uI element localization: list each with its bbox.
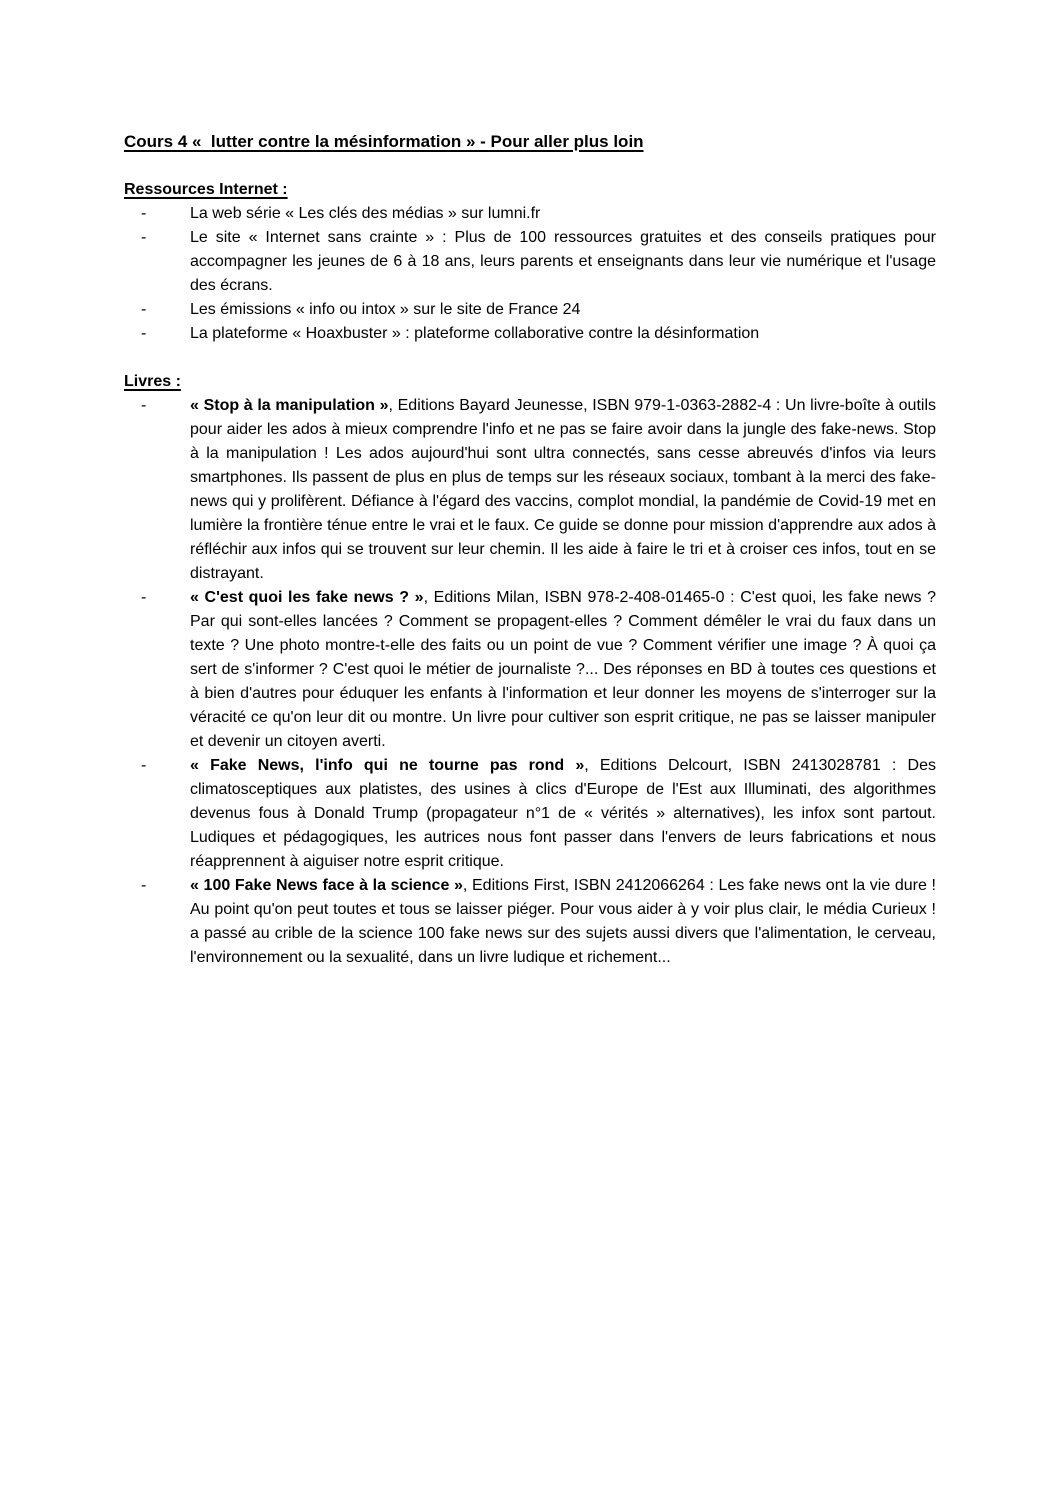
- list-item-text: La web série « Les clés des médias » sur lumni.fr: [190, 205, 541, 222]
- list-item: [124, 586, 936, 754]
- book-description: , Editions Milan, ISBN 978-2-408-01465-0 : C'est quoi, les fake news ? Par qui sont-elles lancées ? Comment se propagent-elles ? Comment démêler le vrai du faux dans un texte ? Une photo montre-t-elle des faits ou un point de vue ? Comment vérifier une image ? À quoi ça sert de s'informer ? C'est quoi le métier de journaliste ?... Des réponses en BD à toutes ces questions et à bien d'autres pour éduquer les enfants à l'information et leur donner les moyens de s'interroger sur la véracité ce qu'on leur dit ou montre. Un livre pour cultiver son esprit critique, ne pas se laisser manipuler et devenir un citoyen averti.: [190, 589, 936, 750]
- bullet-marker: -: [141, 757, 147, 774]
- list-item: [124, 298, 936, 322]
- bullet-marker: -: [141, 205, 147, 222]
- list-item: [124, 754, 936, 874]
- document-title: Cours 4 « lutter contre la mésinformation » - Pour aller plus loin: [124, 132, 644, 151]
- list-item-text: Le site « Internet sans crainte » : Plus de 100 ressources gratuites et des conseils pratiques pour accompagner les jeunes de 6 à 18 ans, leurs parents et enseignants dans leur vie numérique et l'usage des écrans.: [190, 229, 936, 294]
- book-description: , Editions Delcourt, ISBN 2413028781 : Des climatosceptiques aux platistes, des usines à clics d'Europe de l'Est aux Illuminati, des algorithmes devenus fous à Donald Trump (propagateur n°1 de « vérités » alternatives), les infox sont partout. Ludiques et pédagogiques, les autrices nous font passer dans l'envers de leurs fabrications et nous réapprennent à aiguiser notre esprit critique.: [190, 757, 936, 870]
- ressources-heading: Ressources Internet :: [124, 181, 288, 198]
- book-title: « C'est quoi les fake news ? »: [190, 589, 424, 606]
- list-item: [124, 322, 936, 346]
- list-item: [124, 394, 936, 586]
- livres-heading: Livres :: [124, 373, 181, 390]
- bullet-marker: -: [141, 229, 147, 246]
- list-item: [124, 202, 936, 226]
- list-item-text: La plateforme « Hoaxbuster » : plateforme collaborative contre la désinformation: [190, 325, 760, 342]
- livres-list: [124, 394, 936, 970]
- bullet-marker: -: [141, 301, 147, 318]
- ressources-list: [124, 202, 936, 346]
- book-title: « 100 Fake News face à la science »: [190, 877, 463, 894]
- book-description: , Editions First, ISBN 2412066264 : Les fake news ont la vie dure ! Au point qu'on peut toutes et tous se laisser piéger. Pour vous aider à y voir plus clair, le média Curieux ! a passé au crible de la science 100 fake news sur des sujets aussi divers que l'alimentation, le cerveau, l'environnement ou la sexualité, dans un livre ludique et richement...: [190, 877, 937, 966]
- bullet-marker: -: [141, 877, 147, 894]
- book-title: « Stop à la manipulation »: [190, 397, 389, 414]
- list-item: [124, 874, 936, 970]
- section-ressources: [124, 178, 936, 346]
- book-description: , Editions Bayard Jeunesse, ISBN 979-1-0363-2882-4 : Un livre-boîte à outils pour aider les ados à mieux comprendre l'info et ne pas se faire avoir dans la jungle des fake-news. Stop à la manipulation ! Les ados aujourd'hui sont ultra connectés, sans cesse abreuvés d'infos via leurs smartphones. Ils passent de plus en plus de temps sur les réseaux sociaux, tombant à la merci des fake-news qui y prolifèrent. Défiance à l'égard des vaccins, complot mondial, la pandémie de Covid-19 met en lumière la frontière ténue entre le vrai et le faux. Ce guide se donne pour mission d'apprendre aux ados à réfléchir aux infos qui se trouvent sur leur chemin. Il les aide à faire le tri et à croiser ces infos, tout en se distrayant.: [190, 397, 936, 582]
- document-page: [124, 130, 936, 970]
- bullet-marker: -: [141, 589, 147, 606]
- bullet-marker: -: [141, 397, 147, 414]
- list-item: [124, 226, 936, 298]
- list-item-text: Les émissions « info ou intox » sur le site de France 24: [190, 301, 581, 318]
- book-title: « Fake News, l'info qui ne tourne pas rond »: [190, 757, 585, 774]
- bullet-marker: -: [141, 325, 147, 342]
- section-livres: [124, 370, 936, 970]
